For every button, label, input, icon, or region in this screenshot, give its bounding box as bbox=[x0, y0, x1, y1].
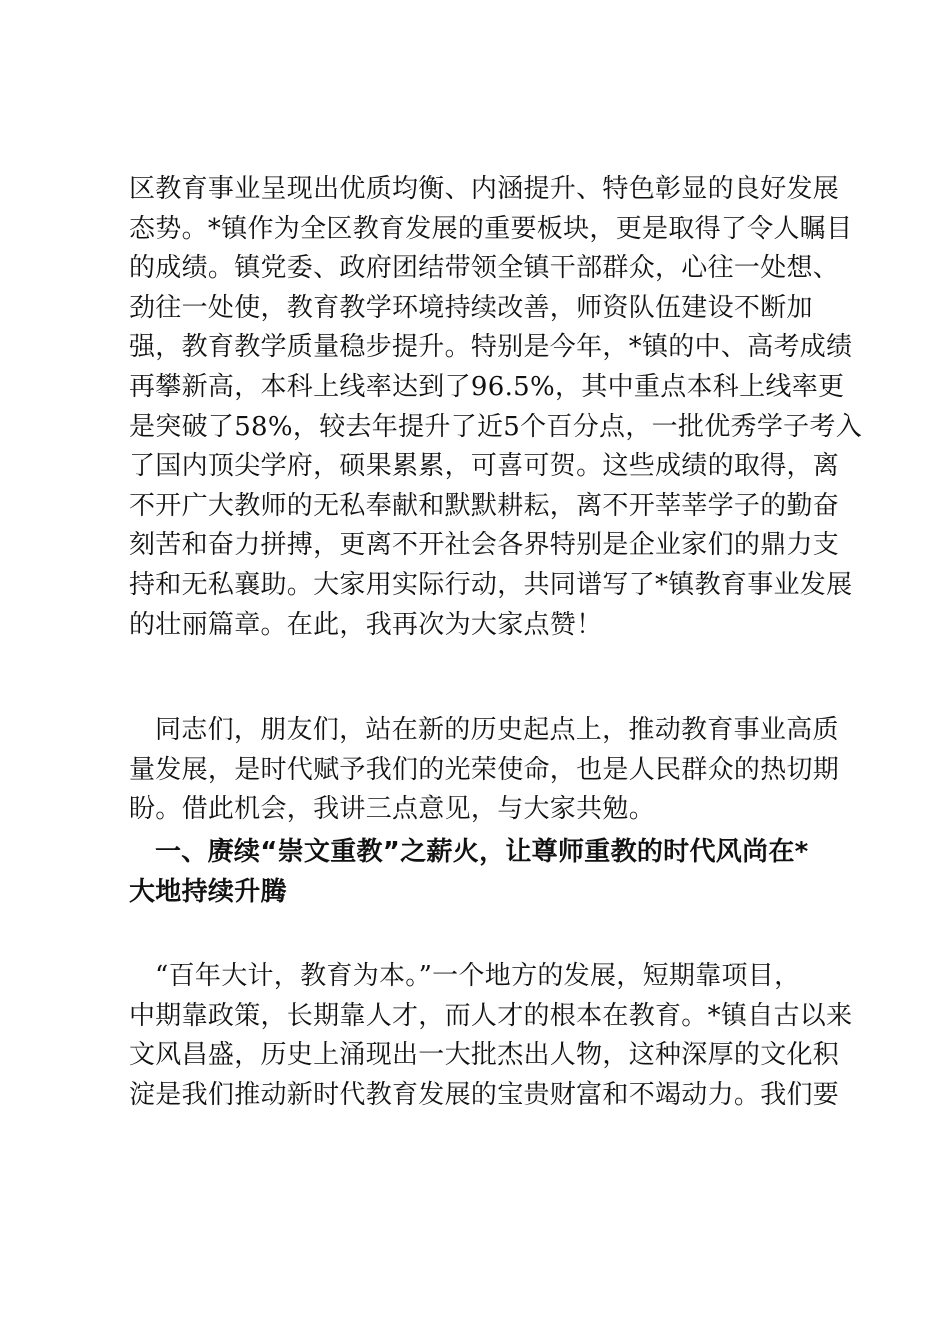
text-line: 劲往一处使，教育教学环境持续改善，师资队伍建设不断加 bbox=[129, 292, 813, 323]
body-paragraph bbox=[129, 170, 863, 645]
text-line: 强，教育教学质量稳步提升。特别是今年，*镇的中、高考成绩 bbox=[129, 332, 853, 363]
body-paragraph bbox=[129, 711, 840, 830]
text-line: 淀是我们推动新时代教育发展的宝贵财富和不竭动力。我们要 bbox=[129, 1079, 840, 1110]
text-line: 持和无私襄助。大家用实际行动，共同谱写了*镇教育事业发展 bbox=[129, 569, 853, 600]
text-line: 文风昌盛，历史上涌现出一大批杰出人物，这种深厚的文化积 bbox=[129, 1040, 840, 1071]
text-line: 刻苦和奋力拼搏，更离不开社会各界特别是企业家们的鼎力支 bbox=[129, 530, 840, 561]
text-line: 是突破了58%，较去年提升了近5个百分点，一批优秀学子考入 bbox=[129, 411, 863, 442]
heading-line: 一、赓续“崇文重教”之薪火，让尊师重教的时代风尚在* bbox=[155, 837, 809, 867]
text-line: “百年大计，教育为本。”一个地方的发展，短期靠项目， bbox=[155, 961, 801, 991]
body-paragraph bbox=[129, 957, 853, 1115]
section-heading bbox=[129, 833, 833, 912]
text-line: 量发展，是时代赋予我们的光荣使命，也是人民群众的热切期 bbox=[129, 754, 840, 785]
heading-line: 大地持续升腾 bbox=[129, 876, 287, 907]
text-line: 了国内顶尖学府，硕果累累，可喜可贺。这些成绩的取得，离 bbox=[129, 451, 840, 482]
text-line: 再攀新高，本科上线率达到了96.5%，其中重点本科上线率更 bbox=[129, 371, 845, 402]
text-line: 中期靠政策，长期靠人才，而人才的根本在教育。*镇自古以来 bbox=[129, 1000, 853, 1031]
text-line: 盼。借此机会，我讲三点意见，与大家共勉。 bbox=[129, 794, 656, 825]
text-line: 态势。*镇作为全区教育发展的重要板块，更是取得了令人瞩目 bbox=[129, 213, 853, 244]
text-line: 不开广大教师的无私奉献和默默耕耘，离不开莘莘学子的勤奋 bbox=[129, 490, 840, 521]
text-line: 同志们，朋友们，站在新的历史起点上，推动教育事业高质 bbox=[155, 715, 839, 745]
text-line: 的壮丽篇章。在此，我再次为大家点赞！ bbox=[129, 609, 603, 640]
text-line: 的成绩。镇党委、政府团结带领全镇干部群众，心往一处想、 bbox=[129, 253, 840, 284]
text-line: 区教育事业呈现出优质均衡、内涵提升、特色彰显的良好发展 bbox=[129, 174, 840, 204]
